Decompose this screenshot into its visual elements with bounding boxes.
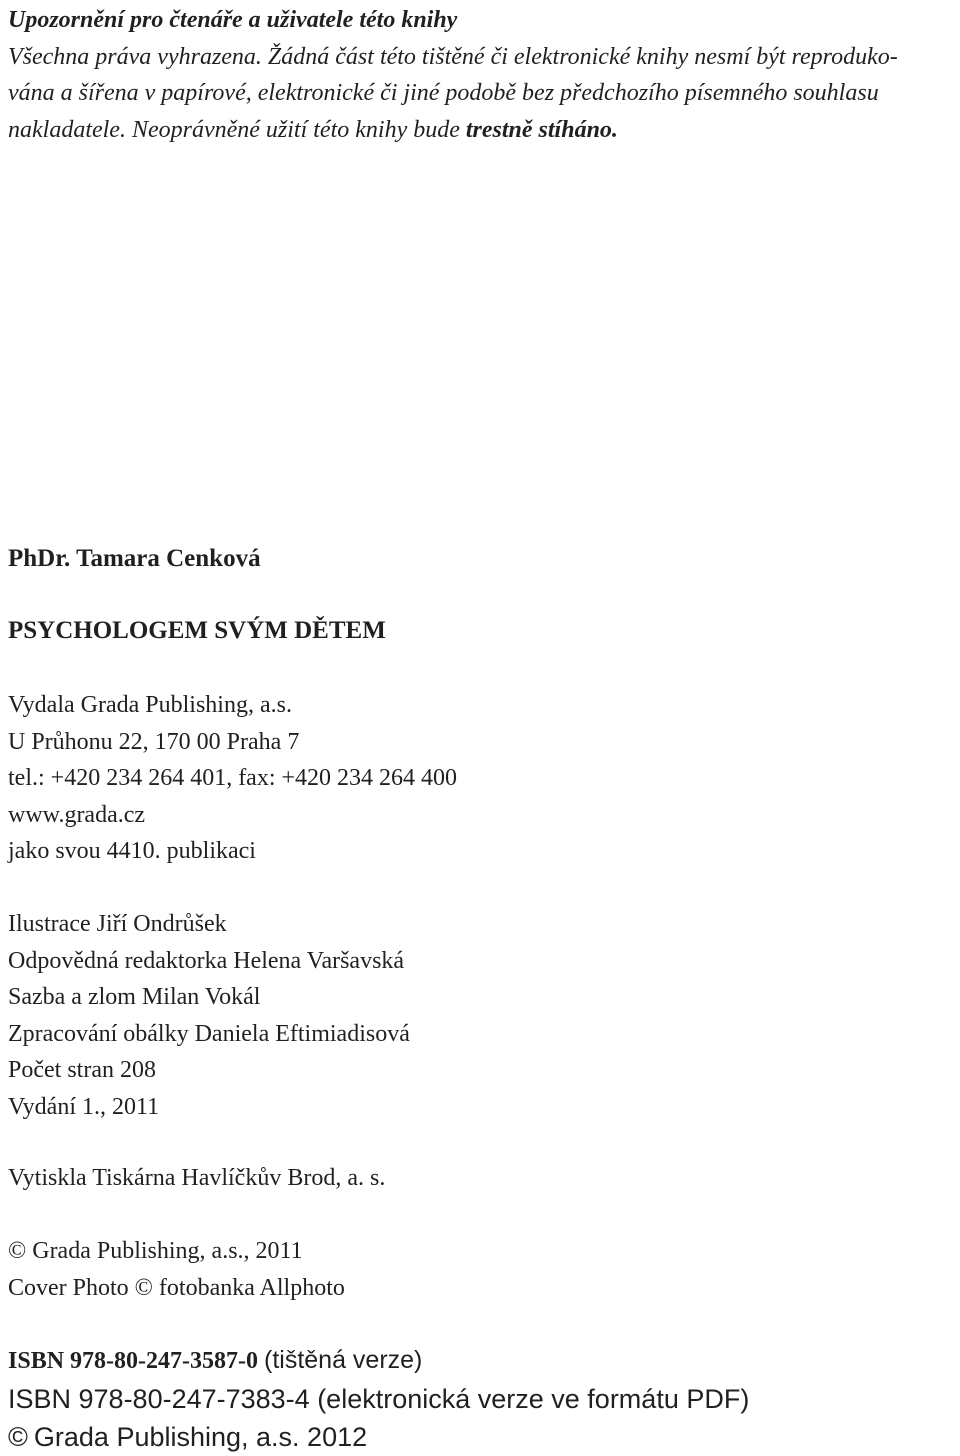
- ebook-copyright-line: [8, 1418, 749, 1456]
- isbn-ebook-line: ISBN 978-80-247-7383-4 (elektronická verze ve formátu PDF): [8, 1384, 750, 1414]
- copyright-line: [8, 1233, 345, 1270]
- isbn-print-number: ISBN 978-80-247-3587-0: [8, 1348, 258, 1374]
- isbn-print-label: (tištěná verze): [264, 1346, 423, 1374]
- copyright-icon: ©: [8, 1238, 27, 1264]
- notice-line: vána a šířena v papírové, elektronické či jiné podobě bez předchozího písemného souhlasu: [8, 80, 879, 106]
- notice-warning: trestně stíháno.: [465, 116, 618, 143]
- printer-name: Vytiskla Tiskárna Havlíčkův Brod, a. s.: [8, 1165, 386, 1191]
- publisher-website: www.grada.cz: [8, 801, 146, 828]
- cover-photo-line: [8, 1270, 345, 1307]
- credit-illustrations: Ilustrace Jiří Ondrůšek: [8, 911, 227, 937]
- publisher-info: [8, 687, 457, 870]
- notice-line: Všechna práva vyhrazena. Žádná část této tištěné či elektronické knihy nesmí být reproduko-: [8, 43, 898, 70]
- cover-photo-label: Cover Photo: [8, 1274, 129, 1301]
- book-author: PhDr. Tamara Cenková: [8, 545, 261, 572]
- notice-line-lead: nakladatele. Neoprávněné užití této knihy bude: [8, 116, 466, 143]
- credit-typesetting: Sazba a zlom Milan Vokál: [8, 984, 261, 1010]
- edition: Vydání 1., 2011: [8, 1093, 160, 1120]
- credits-info: [8, 906, 410, 1125]
- copyright-info: [8, 1233, 345, 1306]
- copyright-holder: Grada Publishing, a.s., 2011: [32, 1238, 303, 1264]
- publisher-address: U Průhonu 22, 170 00 Praha 7: [8, 728, 300, 755]
- credit-editor: Odpovědná redaktorka Helena Varšavská: [8, 947, 405, 974]
- isbn-info: [8, 1341, 749, 1456]
- ebook-copyright-holder: Grada Publishing, a.s. 2012: [33, 1422, 368, 1452]
- printer-info: [8, 1160, 385, 1197]
- notice-heading: Upozornění pro čtenáře a uživatele této knihy: [8, 7, 458, 33]
- publication-number: jako svou 4410. publikaci: [8, 838, 256, 864]
- copyright-icon: ©: [8, 1422, 28, 1452]
- notice-line: [8, 112, 958, 149]
- publisher-phone: tel.: +420 234 264 401, fax: +420 234 264 400: [8, 765, 458, 791]
- copyright-notice: [8, 2, 958, 148]
- cover-photo-source: fotobanka Allphoto: [158, 1274, 345, 1301]
- credit-cover-design: Zpracování obálky Daniela Eftimiadisová: [8, 1020, 410, 1047]
- publisher-name: Vydala Grada Publishing, a.s.: [8, 692, 292, 718]
- isbn-print-line: [8, 1341, 749, 1380]
- page-count: Počet stran 208: [8, 1057, 156, 1083]
- book-title: PSYCHOLOGEM SVÝM DĚTEM: [8, 617, 386, 644]
- copyright-icon: ©: [134, 1274, 153, 1301]
